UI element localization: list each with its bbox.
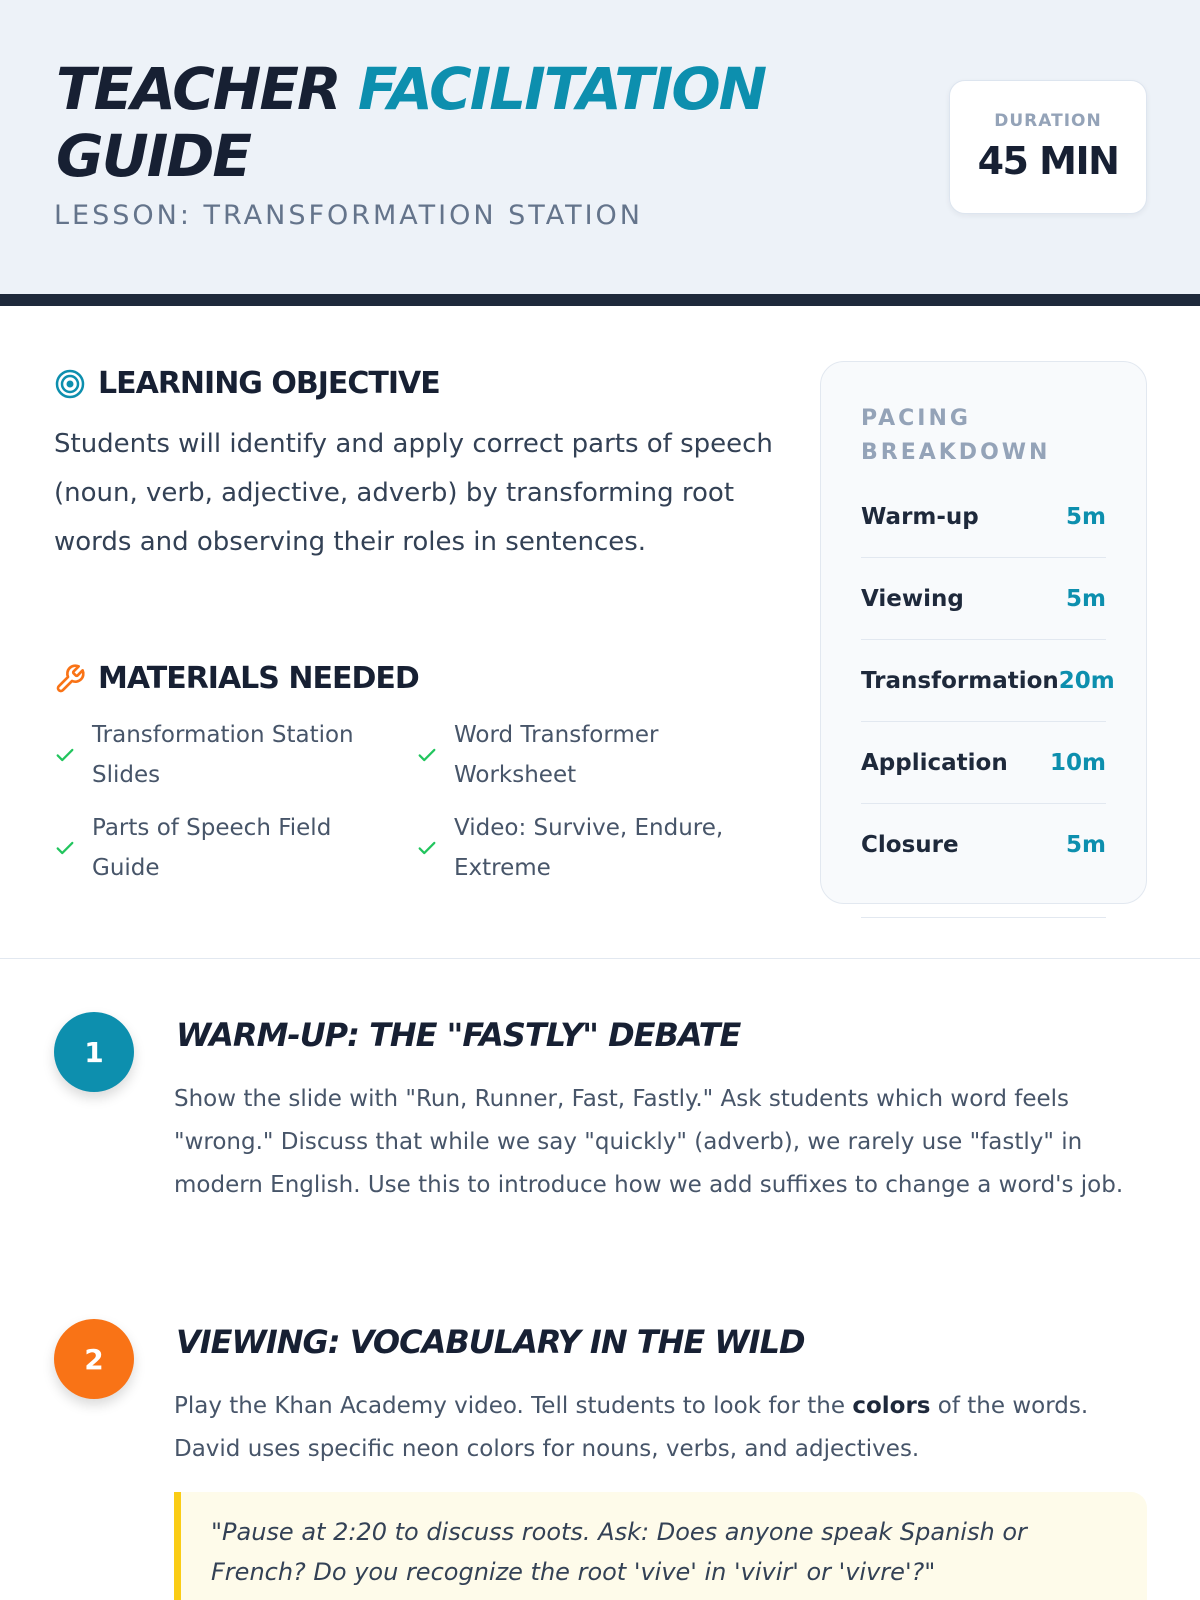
pacing-row-time: 10m	[1050, 749, 1106, 776]
pacing-row-warm-up	[861, 476, 1106, 558]
page-title	[56, 56, 856, 190]
material-item-label: Transformation Station Slides	[92, 722, 354, 788]
pacing-row-name: Viewing	[861, 585, 964, 612]
section-divider	[0, 958, 1200, 959]
title-accent: FACILITATION	[357, 55, 766, 123]
material-item	[416, 808, 754, 888]
material-item	[54, 808, 392, 888]
material-item-label: Word Transformer Worksheet	[454, 722, 659, 788]
pacing-row-transformation	[861, 640, 1115, 722]
pacing-row-name: Application	[861, 749, 1008, 776]
pacing-row-name: Warm-up	[861, 503, 979, 530]
duration-label: DURATION	[994, 111, 1102, 131]
objective-heading	[54, 366, 440, 401]
pacing-row-application	[861, 722, 1106, 804]
check-icon	[416, 744, 438, 766]
material-item-label: Parts of Speech Field Guide	[92, 815, 332, 881]
materials-heading	[54, 661, 419, 696]
pacing-card	[820, 361, 1147, 904]
duration-card	[949, 80, 1147, 214]
header-divider-bar	[0, 294, 1200, 306]
pacing-row-time: 5m	[1066, 832, 1106, 858]
pacing-row-name: Closure	[861, 832, 959, 858]
pacing-row-time: 5m	[1066, 503, 1106, 530]
wrench-icon	[54, 663, 86, 695]
step-title: VIEWING: VOCABULARY IN THE WILD	[176, 1323, 805, 1361]
pacing-row-name: Transformation	[861, 667, 1059, 694]
teacher-tip-quote	[174, 1492, 1147, 1600]
step-body-text: of the words. David uses specific neon colors for nouns, verbs, and adjectives.	[174, 1393, 1089, 1462]
quote-text: "Pause at 2:20 to discuss roots. Ask: Does anyone speak Spanish or French? Do you recognize the root 'vive' in 'vivir' or 'vivre'?"	[211, 1518, 1027, 1586]
title-part-1: TEACHER	[56, 55, 358, 123]
objective-heading-text: LEARNING OBJECTIVE	[98, 366, 440, 401]
duration-value: 45 MIN	[977, 139, 1119, 183]
material-item-label: Video: Survive, Endure, Extreme	[454, 815, 724, 881]
pacing-row-time: 5m	[1066, 585, 1106, 612]
check-icon	[416, 837, 438, 859]
step-title: WARM-UP: THE "FASTLY" DEBATE	[176, 1016, 741, 1054]
step-body	[174, 1385, 1124, 1471]
step-body-text: Play the Khan Academy video. Tell students to look for the	[174, 1393, 853, 1419]
lesson-subtitle: LESSON: TRANSFORMATION STATION	[54, 200, 643, 231]
pacing-row-viewing	[861, 558, 1106, 640]
material-item	[416, 715, 754, 795]
check-icon	[54, 744, 76, 766]
header	[0, 0, 1200, 294]
step-body: Show the slide with "Run, Runner, Fast, Fastly." Ask students which word feels "wrong." Discuss that while we say "quickly" (adverb), we rarely use "fastly" in modern English. Use this to introduce how we add suffixes to change a word's job.	[174, 1086, 1124, 1198]
pacing-row-closure	[861, 804, 1106, 886]
check-icon	[54, 837, 76, 859]
objective-text: Students will identify and apply correct parts of speech (noun, verb, adjective, adverb) by transforming root words and observing their roles in sentences.	[54, 429, 773, 557]
materials-heading-text: MATERIALS NEEDED	[98, 661, 419, 696]
step-body-bold: colors	[852, 1393, 931, 1419]
pacing-row-time: 20m	[1058, 667, 1115, 694]
pacing-title: PACING BREAKDOWN	[861, 406, 1051, 465]
material-item	[54, 715, 392, 795]
target-icon	[54, 368, 86, 400]
step-number-badge: 1	[54, 1012, 134, 1092]
title-part-2: GUIDE	[56, 122, 251, 190]
step-number-badge: 2	[54, 1319, 134, 1399]
